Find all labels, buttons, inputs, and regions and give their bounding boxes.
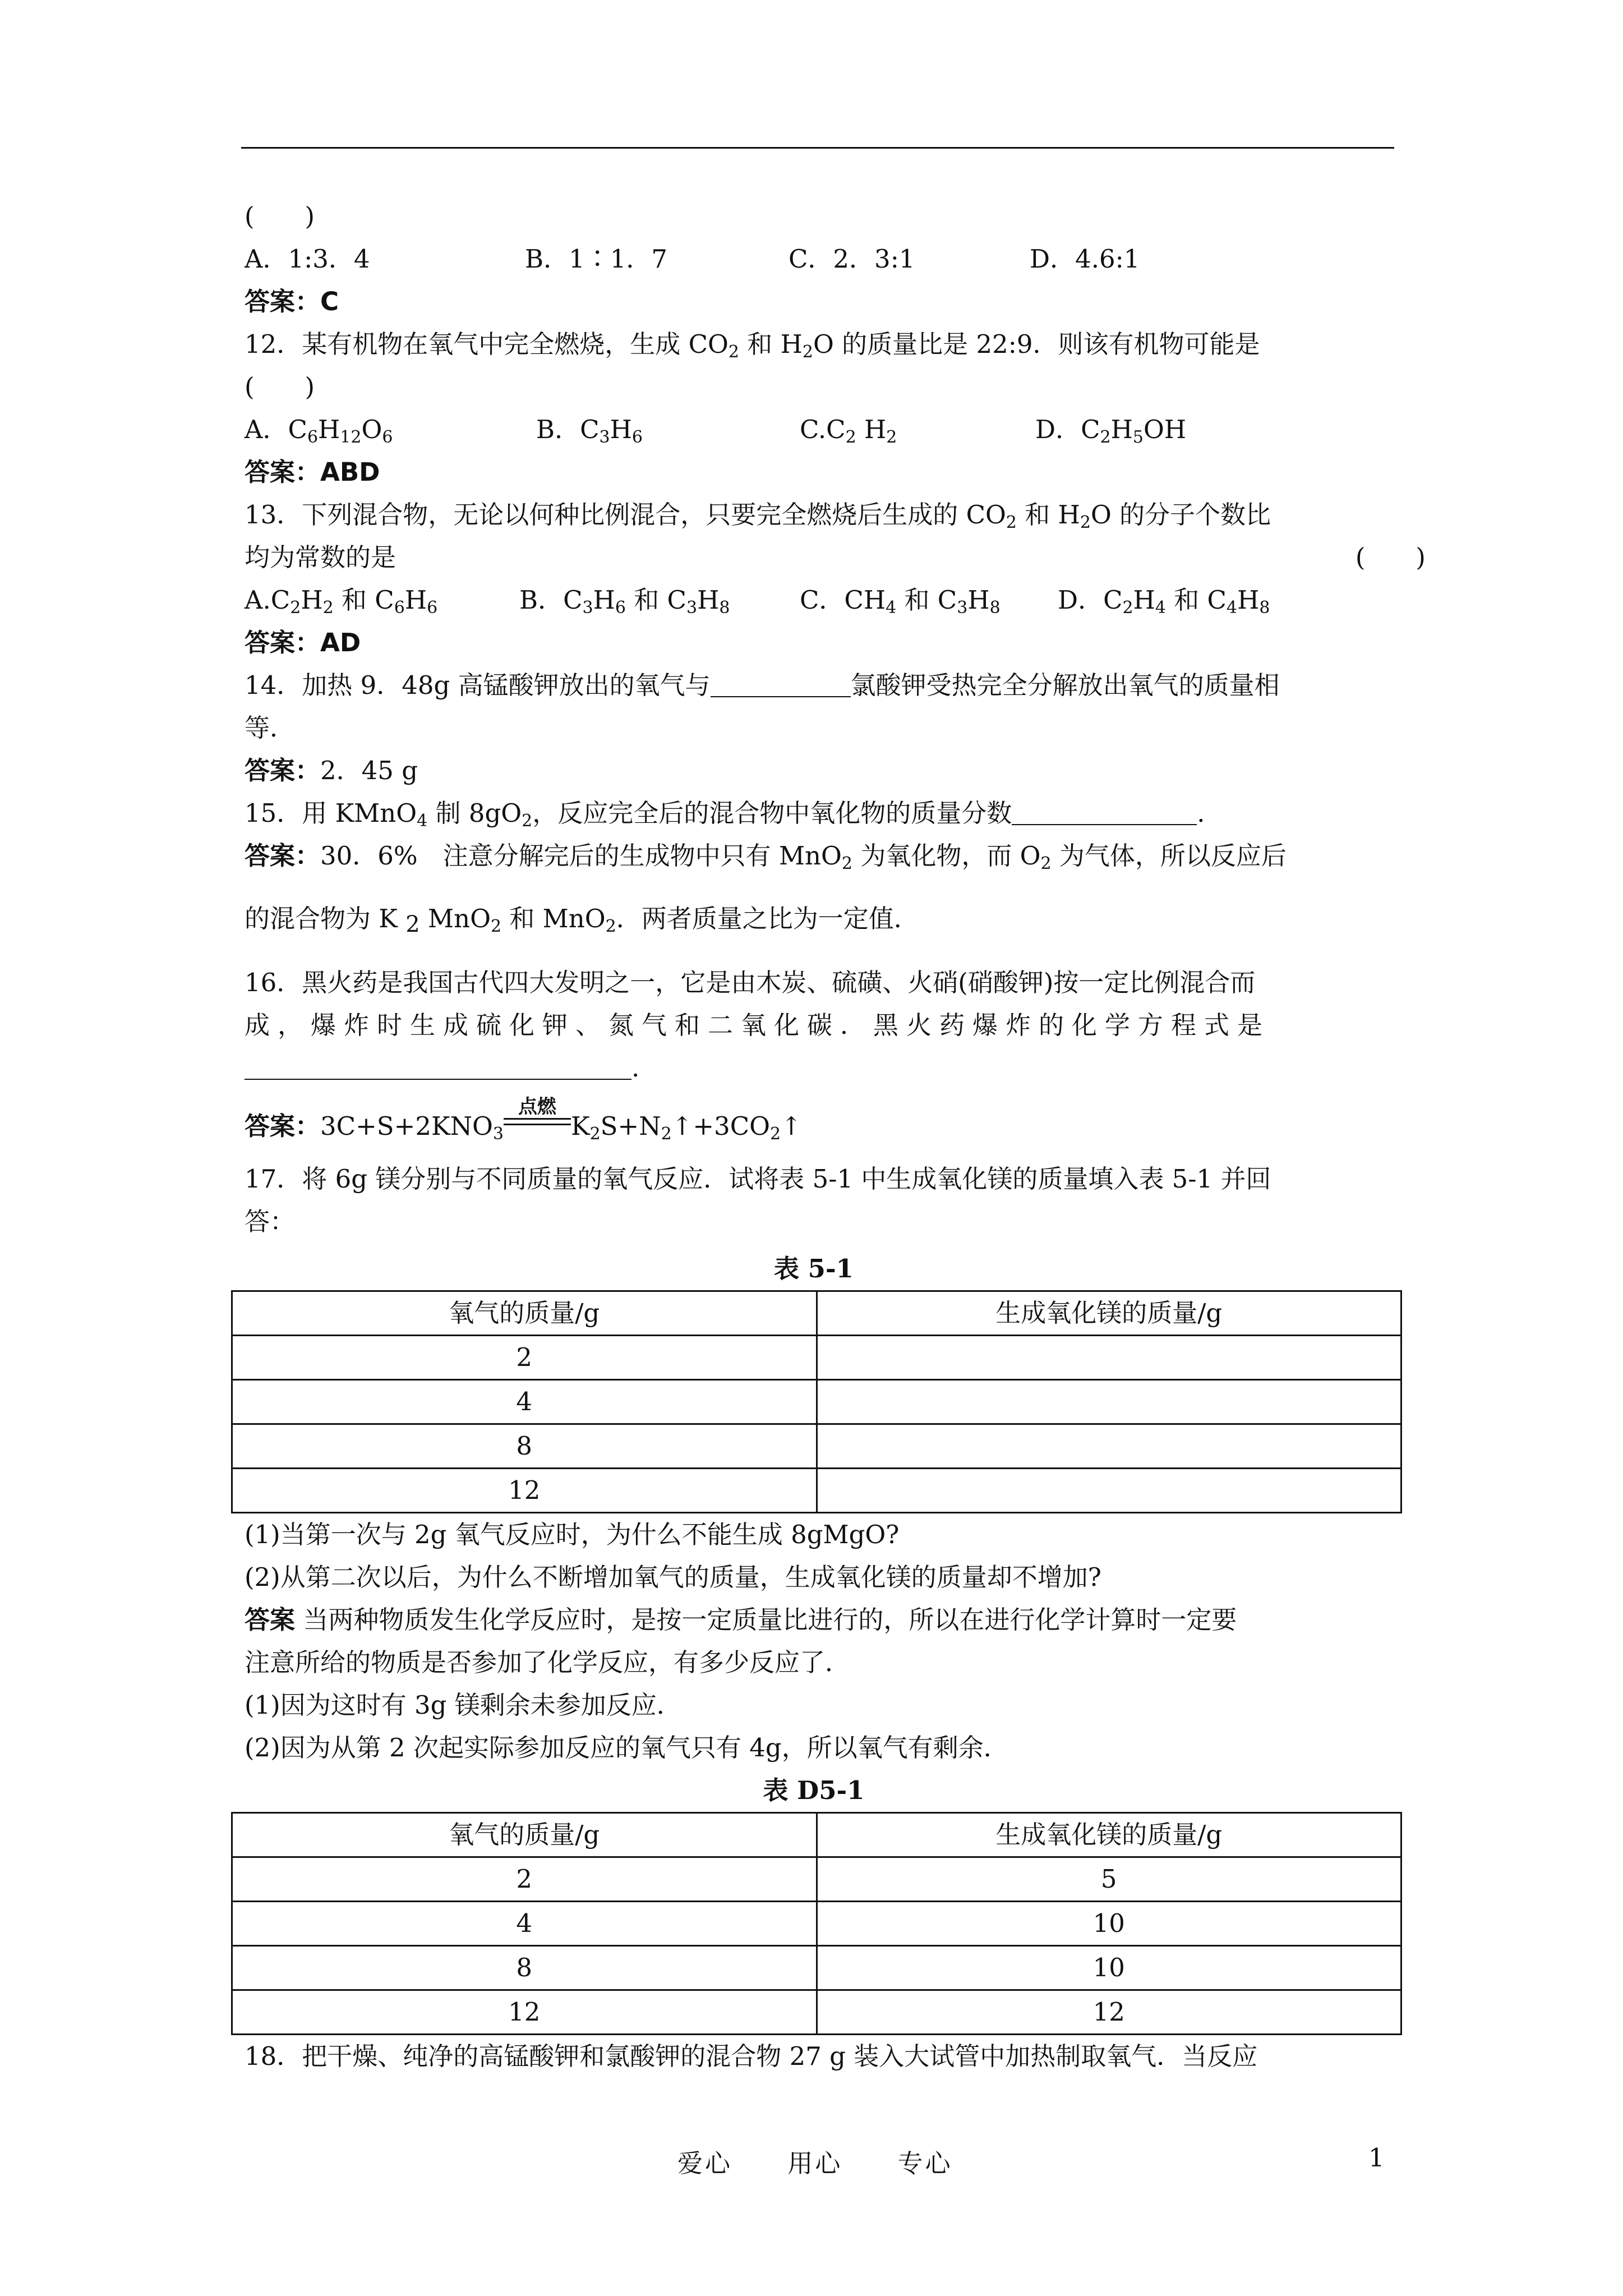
q16-eq-right-d: ↑	[781, 1111, 802, 1141]
q13-options	[245, 579, 1394, 622]
q15-stem-c: ，反应完全后的混合物中氧化物的质量分数	[532, 798, 1012, 828]
q16-stem-line3	[245, 1047, 1394, 1089]
q12-option-d: D．$C_2H_5OH$	[1035, 408, 1186, 451]
answer-label: 答案：	[245, 628, 321, 657]
q17-stem: 17．将 6g 镁分别与不同质量的氧气反应．试将表 5-1 中生成氧化镁的质量填入表 5-1 并回	[245, 1164, 1271, 1194]
q15-answer-blank[interactable]	[1012, 797, 1197, 825]
q15-answer-b: 为氧化物，而 O	[852, 841, 1041, 871]
table-cell: 12	[817, 1990, 1401, 2035]
table-d5-1	[231, 1812, 1402, 2035]
table-cell: 10	[817, 1946, 1401, 1990]
q12-option-d-text: D．C	[1035, 415, 1100, 444]
table-cell: 2	[232, 1857, 817, 1902]
table-row	[232, 1424, 1401, 1469]
q17-answer-line3: (1)因为这时有 3g 镁剩余未参加反应．	[245, 1690, 682, 1720]
q17-sub2: (2)从第二次以后，为什么不断增加氧气的质量，生成氧化镁的质量却不增加?	[245, 1562, 1101, 1592]
q16-answer: 答案：$3C+S+2KNO_3$ 点燃 $K_2S+N_2↑+3CO_2↑$	[245, 1105, 1394, 1148]
q12-stem-a: 12．某有机物在氧气中完全燃烧，生成 CO	[245, 329, 728, 359]
q17-stem-line2: 答：	[245, 1207, 296, 1236]
q13-stem-b: 和 H	[1016, 500, 1080, 530]
table-header-cell: 氧气的质量/g	[232, 1813, 817, 1857]
q14-stem	[245, 664, 1394, 707]
q11-option-c: C．2．3:1	[789, 244, 915, 274]
q12-option-b-text: B．C	[536, 415, 600, 444]
table-5-1	[231, 1290, 1402, 1513]
q17-answer-line4: (2)因为从第 2 次起实际参加反应的氧气只有 4g，所以氧气有剩余．	[245, 1733, 1009, 1763]
answer-label: 答案：	[245, 1111, 321, 1141]
q15-answer-line2: 的混合物为 K $_2$ MnO$_2$ 和 MnO$_2$．两者质量之比为一定值．	[245, 904, 919, 937]
q14-stem-b: 氯酸钾受热完全分解放出氧气的质量相	[850, 670, 1280, 700]
q15-answer-g: ．两者质量之比为一定值．	[616, 904, 919, 933]
page-content	[245, 195, 1426, 2078]
q17-sub1: (1)当第一次与 2g 氧气反应时，为什么不能生成 8gMgO?	[245, 1520, 900, 1549]
table-cell: 2	[232, 1336, 817, 1380]
q15-answer-c: 为气体，所以反应后	[1051, 841, 1287, 871]
header-rule	[241, 147, 1394, 149]
table-5-1-caption: 表 5-1	[774, 1254, 854, 1283]
table-row	[232, 1380, 1401, 1424]
q14-answer-value: 2．45 g	[320, 756, 418, 785]
table-header-row	[232, 1813, 1401, 1857]
q15-stem-a: 15．用 KMnO	[245, 798, 417, 828]
q13-option-a: $A.C_2H_2$ 和 $C_6H_6$	[245, 585, 438, 618]
q15-answer-f: 和 MnO	[501, 904, 606, 933]
table-header-row	[232, 1291, 1401, 1336]
answer-label: 答案：	[245, 287, 321, 316]
q17-answer-a: 当两种物质发生化学反应时，是按一定质量比进行的，所以在进行化学计算时一定要	[295, 1605, 1237, 1635]
q13-stem-a: 13．下列混合物，无论以何种比例混合，只要完全燃烧后生成的 CO	[245, 500, 1006, 530]
q16-stem-end: .	[631, 1053, 640, 1083]
answer-label: 答案	[245, 1605, 296, 1635]
q12-stem: 12．某有机物在氧气中完全燃烧，生成 $CO_2$ 和 $H_2O$ 的质量比是 22:9．则该有机物可能是	[245, 329, 1260, 362]
table-cell[interactable]	[817, 1336, 1401, 1380]
q13-option-b: B．$C_3H_6$ 和 $C_3H_8$	[519, 585, 730, 618]
q16-answer-blank[interactable]	[245, 1052, 631, 1080]
q12-option-c-text: C.C	[800, 415, 846, 444]
q13-option-c: C．$CH_4$ 和 $C_3H_8$	[800, 585, 1000, 618]
q12-stem-b: 和 H	[739, 329, 803, 359]
footer-motto	[677, 2143, 998, 2179]
table-cell: 5	[817, 1857, 1401, 1902]
table-cell[interactable]	[817, 1469, 1401, 1513]
answer-label: 答案：	[245, 841, 321, 871]
table-cell: 4	[232, 1380, 817, 1424]
q11-option-a: A．1:3．4	[245, 244, 370, 274]
q12-options	[245, 408, 1394, 451]
q17-answer	[245, 1599, 1394, 1641]
table-header-cell: 生成氧化镁的质量/g	[817, 1291, 1401, 1336]
q13-option-d: D．$C_2H_4$ 和 $C_4H_8$	[1058, 585, 1270, 618]
footer-motto-2: 用心	[787, 2148, 843, 2178]
reaction-arrow	[504, 1096, 571, 1135]
table-row	[232, 1990, 1401, 2035]
q12-paren: ( )	[245, 372, 315, 402]
answer-label: 答案：	[245, 756, 321, 785]
q15-answer: 答案：30．6% 注意分解完后的生成物中只有 MnO$_2$ 为氧化物，而 $O_2$ 为气体，所以反应后	[245, 841, 1287, 873]
table-row	[232, 1336, 1401, 1380]
footer-motto-1: 爱心	[677, 2148, 733, 2178]
q14-answer	[245, 749, 1394, 792]
q17-answer-line2: 注意所给的物质是否参加了化学反应，有多少反应了．	[245, 1648, 851, 1677]
table-header-cell: 氧气的质量/g	[232, 1291, 817, 1336]
q18-stem: 18．把干燥、纯净的高锰酸钾和氯酸钾的混合物 27 g 装入大试管中加热制取氧气．当反应	[245, 2041, 1258, 2071]
q16-eq-right-c: ↑+3CO	[671, 1111, 771, 1141]
table-row	[232, 1946, 1401, 1990]
table-cell: 8	[232, 1946, 817, 1990]
table-cell: 10	[817, 1902, 1401, 1946]
table-row	[232, 1902, 1401, 1946]
q11-options	[245, 238, 1394, 280]
q13-answer-value: AD	[320, 628, 361, 657]
table-cell[interactable]	[817, 1380, 1401, 1424]
q12-option-a-text: A．C	[245, 415, 307, 444]
table-cell: 4	[232, 1902, 817, 1946]
q12-answer	[245, 451, 1394, 494]
page-number: 1	[1368, 2143, 1385, 2173]
answer-label: 答案：	[245, 457, 321, 487]
table-header-cell: 生成氧化镁的质量/g	[817, 1813, 1401, 1857]
q15-stem: 15．用 KMnO$_4$ 制 $8gO_2$，反应完全后的混合物中氧化物的质量分数 .	[245, 798, 1205, 831]
table-row	[232, 1469, 1401, 1513]
q12-answer-value: ABD	[320, 457, 380, 487]
q12-option-c: $C.C_2$ $H_2$	[800, 408, 1035, 451]
table-cell: 12	[232, 1469, 817, 1513]
q13-stem-line2	[245, 536, 1426, 579]
q12-option-a: A．$C_6H_{12}O_6$	[245, 408, 536, 451]
q16-eq-right-a: K	[570, 1111, 590, 1141]
q15-answer-e: MnO	[428, 904, 491, 933]
q16-eq-left: 3C+S+2KNO	[320, 1111, 493, 1141]
table-cell: 12	[232, 1990, 817, 2035]
q13-paren: ( )	[1355, 542, 1426, 572]
q15-answer-d: 的混合物为 K	[245, 904, 398, 933]
table-row	[232, 1857, 1401, 1902]
q11-answer-value: C	[320, 287, 339, 316]
q11-answer	[245, 280, 1394, 323]
q16-eq-right-b: S+N	[600, 1111, 661, 1141]
q15-answer-a: 30．6% 注意分解完后的生成物中只有 MnO	[320, 841, 842, 871]
q13-stem: 13．下列混合物，无论以何种比例混合，只要完全燃烧后生成的 $CO_2$ 和 $H_2O$ 的分子个数比	[245, 500, 1271, 532]
table-cell[interactable]	[817, 1424, 1401, 1469]
q11-paren: ( )	[245, 201, 315, 231]
q11-option-b: B．1∶1．7	[525, 244, 667, 274]
q14-stem-a: 14．加热 9．48g 高锰酸钾放出的氧气与	[245, 670, 711, 700]
q13-stem-d: 均为常数的是	[245, 542, 396, 572]
q14-stem-line2: 等．	[245, 713, 296, 743]
q14-answer-blank[interactable]	[711, 669, 851, 697]
footer-motto-3: 专心	[897, 2148, 953, 2178]
q11-option-d: D．4.6:1	[1030, 244, 1140, 274]
q16-stem: 16．黑火药是我国古代四大发明之一，它是由木炭、硫磺、火硝(硝酸钾)按一定比例混合而	[245, 968, 1256, 997]
q15-stem-b: 制 8gO	[427, 798, 522, 828]
q16-stem-line2: 成，爆炸时生成硫化钾、氮气和二氧化碳．黑火药爆炸的化学方程式是	[245, 1010, 1271, 1040]
q12-stem-c: O 的质量比是 22:9．则该有机物可能是	[813, 329, 1260, 359]
q13-stem-c: O 的分子个数比	[1090, 500, 1271, 530]
q15-stem-end: .	[1197, 798, 1205, 828]
q13-answer	[245, 622, 1394, 664]
table-d5-1-caption: 表 D5-1	[763, 1775, 865, 1805]
q12-option-b: B．$C_3H_6$	[536, 408, 800, 451]
table-cell: 8	[232, 1424, 817, 1469]
reaction-condition: 点燃	[518, 1096, 556, 1118]
